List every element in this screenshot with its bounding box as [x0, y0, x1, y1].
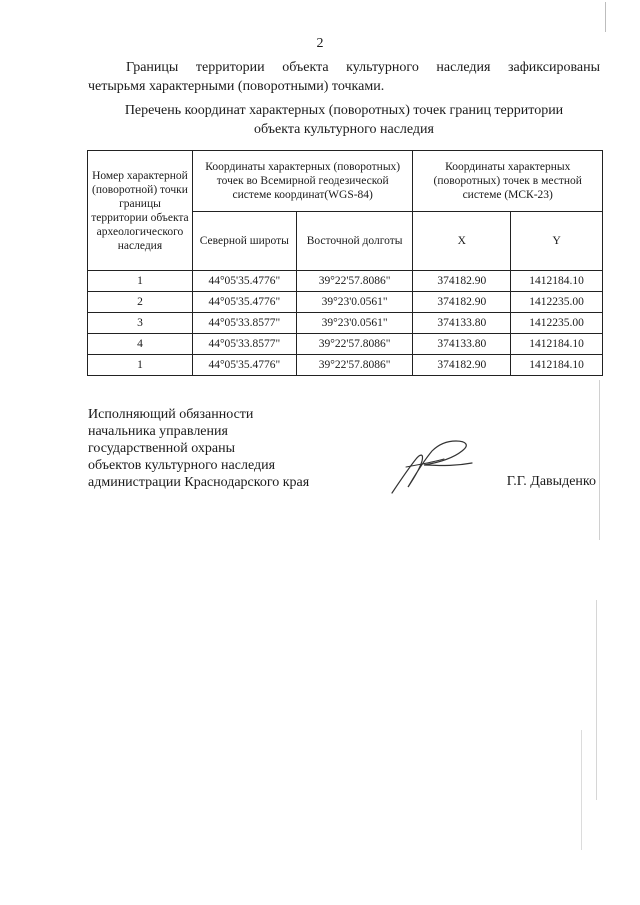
table-title — [88, 101, 600, 139]
position-line: Исполняющий обязанности — [88, 407, 254, 422]
header-msk23-group: Координаты характерных (поворотных) точек в местной системе (МСК-23) — [413, 151, 603, 212]
position-line: администрации Краснодарского края — [88, 475, 310, 490]
table-title-line-1: Перечень координат характерных (поворотных) точек границ территории — [124, 103, 564, 118]
cell-y: 1412184.10 — [511, 271, 603, 292]
cell-latitude: 44°05'35.4776" — [192, 355, 296, 376]
table-row — [88, 271, 603, 292]
cell-longitude: 39°22'57.8086" — [296, 334, 413, 355]
cell-y: 1412235.00 — [511, 313, 603, 334]
scan-edge-mark — [605, 2, 606, 32]
cell-longitude: 39°22'57.8086" — [296, 355, 413, 376]
intro-paragraph — [88, 58, 600, 96]
handwritten-signature — [386, 437, 478, 497]
cell-y: 1412184.10 — [511, 334, 603, 355]
table-row — [88, 313, 603, 334]
table-title-line-2: объекта культурного наследия — [254, 122, 434, 137]
position-line: государственной охраны — [88, 441, 236, 456]
cell-x: 374133.80 — [413, 334, 511, 355]
cell-x: 374133.80 — [413, 313, 511, 334]
signer-name: Г.Г. Давыденко — [506, 474, 596, 489]
signatory-position — [88, 406, 309, 491]
header-y: Y — [511, 212, 603, 271]
table-row — [88, 334, 603, 355]
cell-latitude: 44°05'33.8577" — [192, 334, 296, 355]
header-east-longitude: Восточной долготы — [296, 212, 413, 271]
table-row — [88, 355, 603, 376]
cell-point: 1 — [88, 271, 193, 292]
cell-longitude: 39°22'57.8086" — [296, 271, 413, 292]
position-line: объектов культурного наследия — [88, 458, 276, 473]
cell-point: 2 — [88, 292, 193, 313]
cell-latitude: 44°05'33.8577" — [192, 313, 296, 334]
cell-latitude: 44°05'35.4776" — [192, 271, 296, 292]
header-north-latitude: Северной широты — [192, 212, 296, 271]
cell-point: 4 — [88, 334, 193, 355]
table-row — [88, 292, 603, 313]
intro-line-2: четырьмя характерными (поворотными) точками. — [88, 79, 385, 94]
scan-edge-mark — [596, 600, 597, 800]
cell-y: 1412235.00 — [511, 292, 603, 313]
cell-latitude: 44°05'35.4776" — [192, 292, 296, 313]
cell-x: 374182.90 — [413, 292, 511, 313]
intro-line-1: Границы территории объекта культурного наследия зафиксированы — [126, 60, 600, 75]
scan-edge-mark — [581, 730, 582, 850]
cell-x: 374182.90 — [413, 271, 511, 292]
header-point-number: Номер характерной (поворотной) точки границы территории объекта археологического наследия — [88, 151, 193, 271]
cell-x: 374182.90 — [413, 355, 511, 376]
page-number: 2 — [316, 36, 324, 51]
header-x: X — [413, 212, 511, 271]
cell-point: 1 — [88, 355, 193, 376]
scan-edge-mark — [599, 380, 600, 540]
position-line: начальника управления — [88, 424, 228, 439]
cell-point: 3 — [88, 313, 193, 334]
header-wgs84-group: Координаты характерных (поворотных) точек во Всемирной геодезической системе координат(WGS-84) — [192, 151, 413, 212]
cell-longitude: 39°23'0.0561" — [296, 292, 413, 313]
coordinates-table — [87, 150, 603, 376]
cell-y: 1412184.10 — [511, 355, 603, 376]
cell-longitude: 39°23'0.0561" — [296, 313, 413, 334]
